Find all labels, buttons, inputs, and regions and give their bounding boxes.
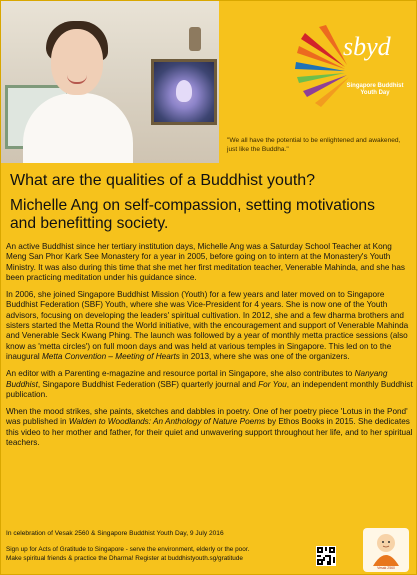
monk-illustration-icon [363, 528, 409, 568]
logo-subtitle-line2: Youth Day [360, 90, 390, 96]
lotus-petal [176, 80, 192, 102]
logo-text: sbyd [343, 32, 391, 61]
quote: "We all have the potential to be enlightened and awakened, just like the Buddha." [227, 137, 401, 153]
footer-signup-line1: Sign up for Acts of Gratitude to Singapore - serve the environment, elderly or the poor. [6, 546, 250, 553]
vesak-badge [363, 528, 409, 572]
logo-subtitle [337, 83, 413, 97]
qr-code-icon[interactable] [316, 546, 336, 566]
footer-signup [6, 546, 316, 563]
question-title: What are the qualities of a Buddhist youth? [10, 172, 316, 189]
article-paragraph-2: In 2006, she joined Singapore Buddhist Mission (Youth) for a few years and later moved on to Singapore Buddhist Federation (SBF) Youth, where she was Vice-President for 4 years. She is now one of the Youth advisors, focusing on developing the leaders' spiritual cultivation. In 2012, she and a few dharma brothers and sisters started the Metta Round the World initiative, with the encouragement and support of Venerable Mahinda and Venerable Seck Kwang Phing. The launch was followed by a year of monthly metta practice sessions (also know as 'metta circles') on full moon days and was held at various temples in Singapore. This led on to the inaugural Metta Convention – Meeting of Hearts in 2013, where she was one of the organizers. [6, 290, 409, 361]
badge-caption: Vesak 2560 [377, 566, 395, 571]
subtitle: Michelle Ang on self-compassion, setting motivations and benefitting society. [10, 197, 375, 232]
portrait-photo [1, 1, 219, 163]
article-paragraph-4: When the mood strikes, she paints, sketches and dabbles in poetry. One of her poetry piece 'Lotus in the Pond' was published in Walden to Woodlands: An Anthology of Nature Poems by Ethos Books in 2015. She dedicates this video to her mother and father, for their quiet and unwavering support throughout her life, and to her spiritual teachers. [6, 407, 413, 448]
article-paragraph-3: An editor with a Parenting e-magazine and resource portal in Singapore, she also contributes to Nanyang Buddhist, Singapore Buddhist Federation (SBF) quarterly journal and For You, an independent monthly Buddhist publication. [6, 369, 413, 399]
person-face [51, 29, 103, 95]
article-paragraph-1: An active Buddhist since her tertiary institution days, Michelle Ang was a Saturday School Teacher at Kong Meng San Phor Kark See Monastery for a year in 2005, before going on to intern at the Monastery's Youth Ministry. It was also during this time that she met her first meditation teacher, Venerable Mahinda, and she has been practicing meditation under his guidance since. [6, 242, 405, 282]
logo-subtitle-line1: Singapore Buddhist [346, 83, 404, 89]
article-body [6, 242, 413, 455]
sbyd-logo [295, 23, 407, 113]
footer-celebration: In celebration of Vesak 2560 & Singapore Buddhist Youth Day, 9 July 2016 [6, 530, 224, 537]
lamp [189, 27, 201, 51]
footer-signup-line2: Make spiritual friends & practice the Dharma! Register at buddhistyouth.sg/gratitude [6, 554, 243, 562]
lotus-painting [151, 59, 217, 125]
